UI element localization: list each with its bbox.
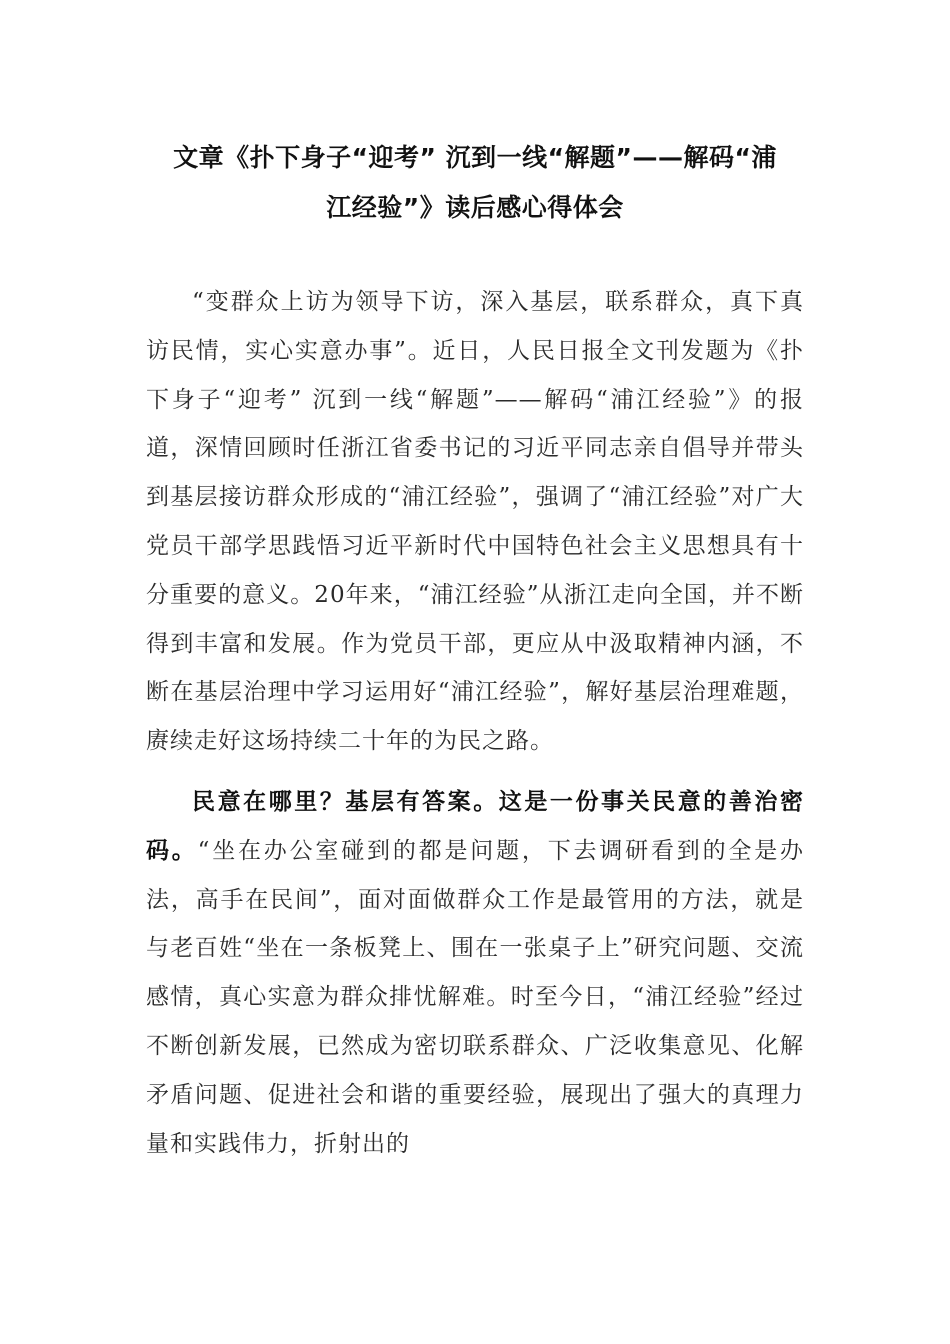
- title-line-2: 江经验”》读后感心得体会: [326, 193, 624, 222]
- document-body: [146, 278, 804, 1168]
- paragraph-2-text: “坐在办公室碰到的都是问题，下去调研看到的全是办法，高手在民间”，面对面做群众工作是最管用的方法，就是与老百姓“坐在一条板凳上、围在一张桌子上”研究问题、交流感情，真心实意为群众排忧解难。时至今日，“浦江经验”经过不断创新发展，已然成为密切联系群众、广泛收集意见、化解矛盾问题、促进社会和谐的重要经验，展现出了强大的真理力量和实践伟力，折射出的: [146, 837, 804, 1157]
- body-paragraph-2: [146, 778, 804, 1168]
- body-paragraph-1: “变群众上访为领导下访，深入基层，联系群众，真下真访民情，实心实意办事”。近日，人民日报全文刊发题为《扑下身子“迎考” 沉到一线“解题”——解码“浦江经验”》的报道，深情回顾时任浙江省委书记的习近平同志亲自倡导并带头到基层接访群众形成的“浦江经验”，强调了“浦江经验”对广大党员干部学思践悟习近平新时代中国特色社会主义思想具有十分重要的意义。20年来，“浦江经验”从浙江走向全国，并不断得到丰富和发展。作为党员干部，更应从中汲取精神内涵，不断在基层治理中学习运用好“浦江经验”，解好基层治理难题，赓续走好这场持续二十年的为民之路。: [146, 289, 804, 755]
- title-line-1: 文章《扑下身子“迎考” 沉到一线“解题”——解码“浦: [173, 143, 777, 172]
- document-title: [130, 133, 820, 233]
- paragraph-2-lead: 民意在哪里？基层有答案。这是一份事关民意的善治密码。: [146, 788, 804, 864]
